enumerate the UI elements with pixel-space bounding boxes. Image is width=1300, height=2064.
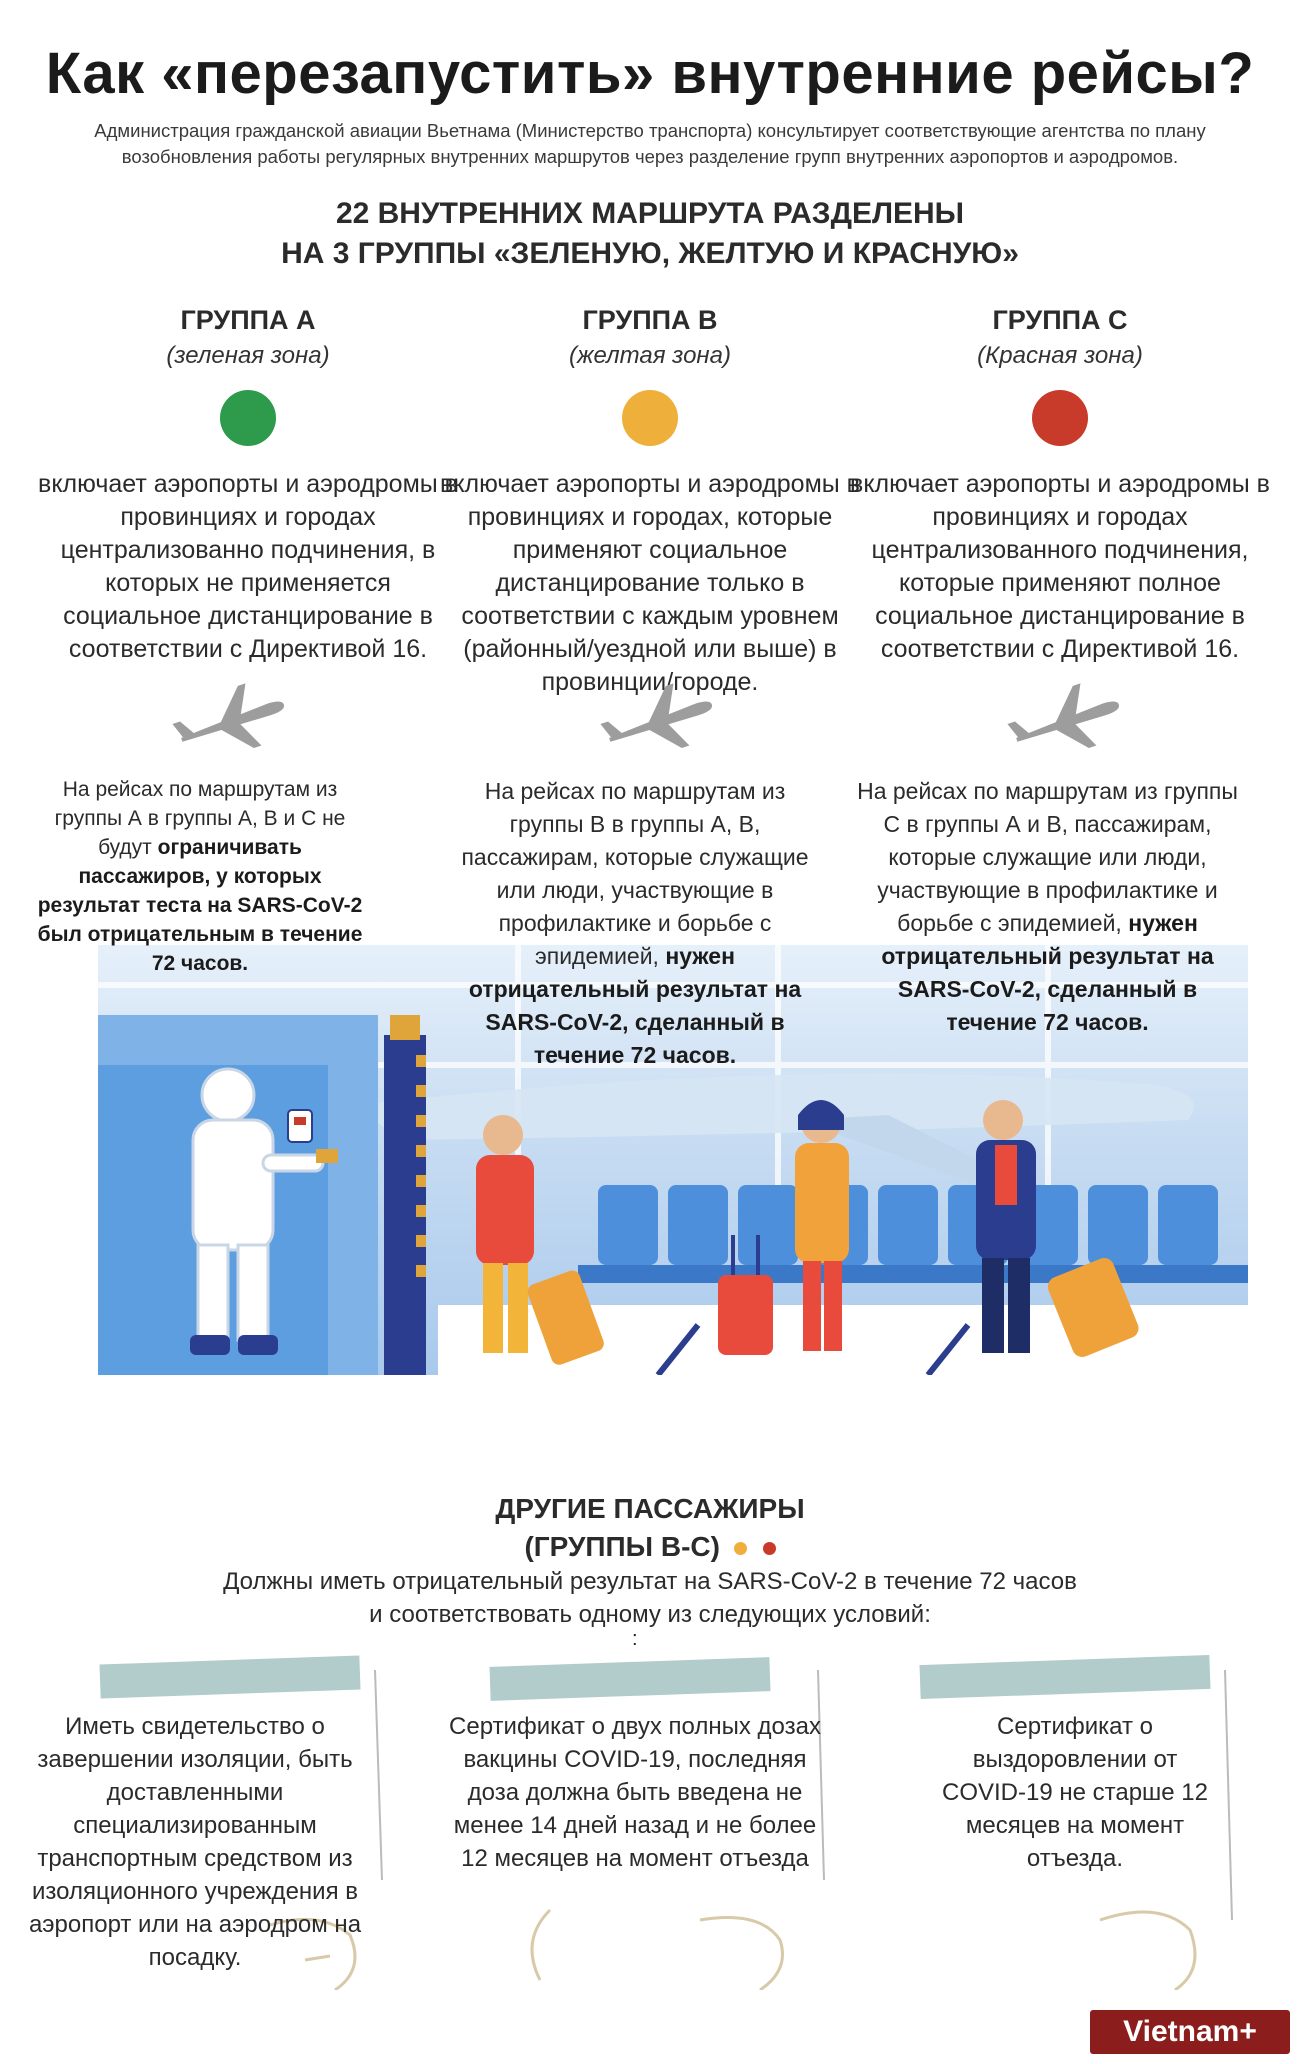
condition-isolation-text: Иметь свидетельство о завершении изоляции, быть доставленными специализированным транспортным средством из изоляционного учреждения в аэропорт или на аэродром на посадку. (28, 1713, 362, 1971)
airplane-icon (598, 680, 718, 760)
group-b-column (435, 305, 865, 699)
page-title: Как «перезапустить» внутренние рейсы? (45, 41, 1255, 106)
group-c-description: включает аэропорты и аэродромы в провинциях и городах централизованного подчинения, которые применяют полное социальное дистанцирование в соответствии с Директивой 16. (850, 470, 1270, 663)
group-b-flight-intro: На рейсах по маршрутам из группы В в группы А, В, пассажирам, которые служащие или люди, участвующие в профилактике и борьбе с эпидемией, (461, 778, 809, 969)
routes-heading-line2: НА 3 ГРУППЫ «ЗЕЛЕНУЮ, ЖЕЛТУЮ И КРАСНУЮ» (281, 237, 1019, 270)
group-c-zone: (Красная зона) (977, 342, 1143, 369)
other-passengers-groups (300, 1528, 1000, 1566)
group-c-flight-bold: нужен отрицательный результат на SARS-CoV-2, сделанный в течение 72 часов. (881, 910, 1214, 1035)
green-zone-dot (220, 390, 276, 446)
group-b-description: включает аэропорты и аэродромы в провинциях и городах, которые применяют социальное дистанцирование только в соответствии с каждым уровнем (районный/уездной или выше) в провинции/городе. (440, 470, 860, 696)
red-zone-dot (1032, 390, 1088, 446)
group-b-flight-bold: нужен отрицательный результат на SARS-CoV-2, сделанный в течение 72 часов. (468, 943, 802, 1068)
other-passengers-groups-label: (ГРУППЫ В-С) (524, 1531, 720, 1562)
group-a-zone: (зеленая зона) (166, 342, 330, 369)
airplane-icon (1005, 680, 1125, 760)
group-a-column (33, 305, 463, 666)
other-passengers-heading (300, 1490, 1000, 1566)
colon-mark: : (632, 1628, 638, 1650)
vietnamplus-logo: Vietnam+ (1090, 2010, 1290, 2054)
group-b-name: ГРУППА В (582, 305, 718, 335)
airplane-icon (170, 680, 290, 760)
condition-card (900, 1660, 1260, 1990)
group-b-zone: (желтая зона) (569, 342, 731, 369)
yellow-dot-icon (734, 1542, 747, 1555)
group-c-column (850, 305, 1270, 666)
condition-card (20, 1660, 390, 1990)
group-a-flight-bold: ограничивать пассажиров, у которых результат теста на SARS-CoV-2 был отрицательным в течение 72 часов. (37, 836, 363, 975)
group-c-flight-rule (850, 775, 1245, 1039)
condition-recovery-text: Сертификат о выздоровлении от COVID-19 не старше 12 месяцев на момент отъезда. (941, 1713, 1208, 1872)
group-c-flight-intro: На рейсах по маршрутам из группы С в группы А и В, пассажирам, которые служащие или люди, участвующие в профилактике и борьбе с эпидемией, (857, 778, 1238, 936)
group-a-name: ГРУППА А (180, 305, 316, 335)
group-b-flight-rule (450, 775, 820, 1072)
page-subtitle: Администрация гражданской авиации Вьетнама (Министерство транспорта) консультирует соответствующие агентства по плану возобновления работы регулярных внутренних маршрутов через разделение групп внутренних аэропортов и аэродромов. (94, 120, 1206, 167)
red-dot-icon (763, 1542, 776, 1555)
other-passengers-title: ДРУГИЕ ПАССАЖИРЫ (495, 1493, 805, 1524)
group-a-description: включает аэропорты и аэродромы в провинциях и городах централизованно подчинения, в которых не применяется социальное дистанцирование в соответствии с Директивой 16. (38, 470, 458, 663)
routes-heading (150, 194, 1150, 274)
routes-heading-line1: 22 ВНУТРЕННИХ МАРШРУТА РАЗДЕЛЕНЫ (335, 197, 965, 230)
yellow-zone-dot (622, 390, 678, 446)
group-a-flight-rule (30, 775, 370, 978)
condition-vaccine-text: Сертификат о двух полных дозах вакцины COVID-19, последняя доза должна быть введена не менее 14 дней назад и не более 12 месяцев на момент отъезда (449, 1713, 821, 1872)
group-c-name: ГРУППА С (992, 305, 1128, 335)
other-desc-line2: и соответствовать одному из следующих условий: (369, 1601, 931, 1628)
group-a-flight-intro: На рейсах по маршрутам из группы А в группы А, В и С не будут (54, 778, 346, 859)
other-desc-line1: Должны иметь отрицательный результат на SARS-CoV-2 в течение 72 часов (223, 1568, 1077, 1595)
condition-card (440, 1660, 830, 1990)
other-passengers-description (150, 1565, 1150, 1631)
